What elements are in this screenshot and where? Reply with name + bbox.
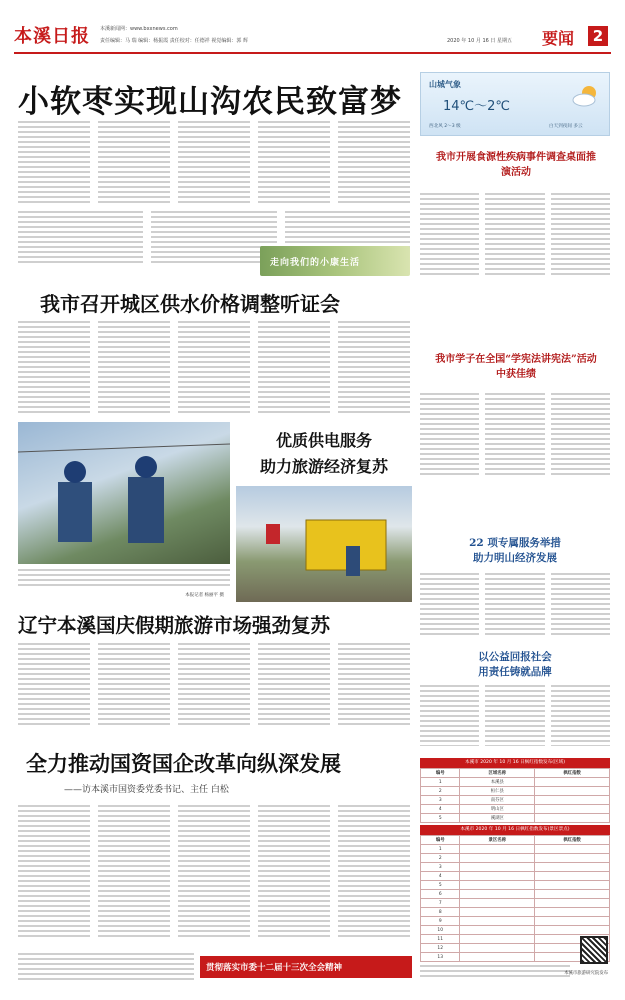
table-cell — [535, 805, 610, 814]
table-cell: 4 — [421, 872, 460, 881]
headline-public-welfare — [420, 650, 610, 680]
maple-table-region — [420, 768, 610, 823]
weather-box — [420, 72, 610, 136]
bottom-left-text — [18, 950, 194, 984]
headline-power-supply-line1: 优质供电服务 — [275, 431, 372, 450]
article-soe-reform-body — [18, 802, 410, 942]
weather-temp: 14℃～2℃ — [443, 99, 511, 114]
headline-22-services — [420, 536, 610, 566]
bottom-banner-text: 贯彻落实市委十二届十三次全会精神 — [206, 963, 343, 973]
table-row — [421, 778, 610, 787]
headline-power-supply-line2: 助力旅游经济复苏 — [259, 457, 388, 476]
table-cell — [535, 796, 610, 805]
article-constitution-body — [420, 390, 610, 480]
table-cell: 3 — [421, 796, 460, 805]
headline-power-supply — [236, 428, 412, 480]
table-row — [421, 899, 610, 908]
headline-water-price-hearing: 我市召开城区供水价格调整听证会 — [40, 292, 340, 316]
table-header-cell: 景区名称 — [460, 836, 535, 845]
xiaokang-banner — [260, 246, 410, 276]
maple-index-panel — [420, 758, 610, 978]
article-soft-jujube-body — [18, 118, 410, 208]
table-row — [421, 926, 610, 935]
headline-22-services-line1: 22 项专属服务举措 — [469, 537, 561, 549]
maple-table-footer: 本溪市旅游研究院发布 — [564, 971, 608, 976]
table-cell: 3 — [421, 863, 460, 872]
table-row — [421, 863, 610, 872]
table-cell: 明山区 — [460, 805, 535, 814]
table-cell: 1 — [421, 845, 460, 854]
table-cell: 5 — [421, 814, 460, 823]
headline-soe-reform: 全力推动国资国企改革向纵深发展 — [26, 751, 341, 776]
headline-public-welfare-line1: 以公益回报社会 — [478, 651, 552, 663]
article-tourism-body — [18, 640, 410, 730]
table-header-cell: 编号 — [421, 769, 460, 778]
table-cell: 10 — [421, 926, 460, 935]
article-public-welfare-body — [420, 682, 610, 746]
section-name: 要闻 — [542, 29, 575, 48]
table-row — [421, 872, 610, 881]
headline-foodborne-drill: 我市开展食源性疾病事件调查桌面推演活动 — [436, 152, 596, 178]
headline-22-services-line2: 助力明山经济发展 — [473, 552, 557, 564]
issue-date: 2020 年 10 月 16 日 星期五 — [447, 38, 512, 44]
headline-soft-jujube: 小软枣实现山沟农民致富梦 — [18, 84, 402, 120]
photo-caption-author: 本报记者 杨丽平 摄 — [185, 593, 224, 598]
table-row — [421, 796, 610, 805]
table-cell: 桓仁县 — [460, 787, 535, 796]
weather-title: 山城气象 — [429, 79, 461, 89]
editor-credits: 责任编辑：马 瑞 编辑：杨振霞 责任校对：任德祥 视觉编辑：郭 辉 — [100, 38, 248, 44]
table-row — [421, 908, 610, 917]
table-row — [421, 881, 610, 890]
weather-sky: 白天到夜间 多云 — [549, 124, 583, 129]
table-cell — [535, 787, 610, 796]
table-row — [421, 845, 610, 854]
page-number: 2 — [588, 26, 608, 46]
maple-notes — [420, 962, 570, 977]
table-row — [421, 854, 610, 863]
masthead — [14, 20, 611, 54]
table-row — [421, 890, 610, 899]
article-water-price-body — [18, 318, 410, 418]
maple-table-region-title: 本溪市 2020 年 10 月 16 日枫红指数发布(区域) — [420, 758, 610, 768]
maple-table-scenic-title: 本溪市 2020 年 10 月 16 日枫红指数发布(景区景点) — [420, 825, 610, 835]
table-header-row — [421, 836, 610, 845]
table-row — [421, 805, 610, 814]
subtitle-soe-reform: ——访本溪市国资委党委书记、主任 白松 — [64, 785, 229, 795]
table-cell: 13 — [421, 953, 460, 962]
table-cell: 1 — [421, 778, 460, 787]
table-cell: 2 — [421, 854, 460, 863]
table-row — [421, 814, 610, 823]
newspaper-logo: 本溪日报 — [14, 26, 90, 47]
headline-public-welfare-line2: 用责任铸就品牌 — [478, 666, 552, 678]
photo-caption-box — [18, 566, 230, 600]
qr-code[interactable] — [580, 936, 608, 964]
table-cell: 6 — [421, 890, 460, 899]
table-row — [421, 917, 610, 926]
table-cell: 7 — [421, 899, 460, 908]
table-cell: 南芬区 — [460, 796, 535, 805]
table-cell: 5 — [421, 881, 460, 890]
headline-tourism-recovery: 辽宁本溪国庆假期旅游市场强劲复苏 — [18, 614, 331, 637]
masthead-rule — [14, 52, 611, 54]
table-header-row — [421, 769, 610, 778]
table-cell: 2 — [421, 787, 460, 796]
weather-wind: 西北风 2～3 级 — [429, 124, 461, 129]
headline-constitution-students: 我市学子在全国“学宪法讲宪法”活动中获佳绩 — [435, 354, 597, 380]
table-cell: 11 — [421, 935, 460, 944]
table-cell: 本溪县 — [460, 778, 535, 787]
photo-transformer-site — [236, 486, 412, 602]
bottom-banner — [200, 956, 412, 978]
article-22-services-body — [420, 570, 610, 636]
table-cell: 8 — [421, 908, 460, 917]
sun-cloud-icon — [571, 81, 601, 111]
table-cell — [535, 814, 610, 823]
table-cell: 9 — [421, 917, 460, 926]
table-cell: 溪湖区 — [460, 814, 535, 823]
article-foodborne-body — [420, 190, 610, 280]
table-cell — [535, 778, 610, 787]
table-header-cell: 编号 — [421, 836, 460, 845]
table-header-cell: 区域名称 — [460, 769, 535, 778]
table-header-cell: 枫红指数 — [535, 769, 610, 778]
photo-line-workers — [18, 422, 230, 564]
table-cell: 12 — [421, 944, 460, 953]
table-row — [421, 787, 610, 796]
table-header-cell: 枫红指数 — [535, 836, 610, 845]
table-cell: 4 — [421, 805, 460, 814]
site-url[interactable]: 本溪新闻网：www.bxxnews.com — [100, 26, 178, 32]
xiaokang-banner-text: 走向我们的小康生活 — [270, 258, 361, 268]
